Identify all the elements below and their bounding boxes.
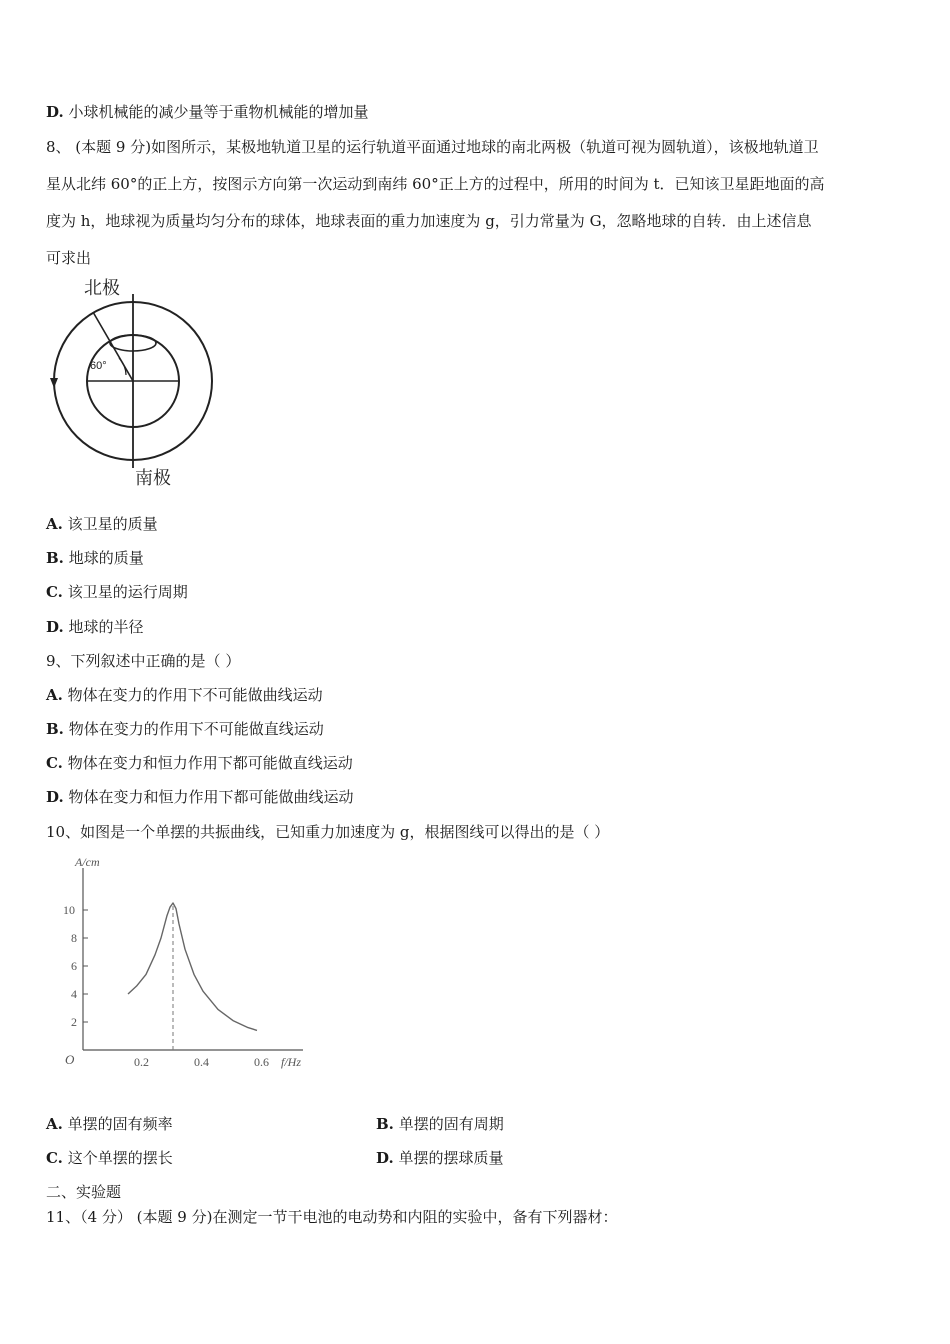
option-text: 该卫星的运行周期 [67, 583, 188, 601]
q8-option-a [46, 514, 158, 534]
option-text: 单摆的固有周期 [398, 1115, 504, 1133]
q9-stem: 9、下列叙述中正确的是（ ） [46, 652, 241, 670]
q8-option-d [46, 617, 144, 637]
resonance-curve-chart [45, 850, 345, 1080]
q10-option-c [46, 1148, 173, 1168]
q10-option-d [376, 1148, 504, 1168]
q7-option-d [46, 102, 369, 122]
option-text: 小球机械能的减少量等于重物机械能的增加量 [68, 103, 369, 121]
option-text: 物体在变力的作用下不可能做直线运动 [68, 720, 324, 738]
section-title: 二、实验题 [46, 1183, 122, 1201]
option-letter: D. [46, 788, 64, 806]
q8-stem-line3: 度为 h，地球视为质量均匀分布的球体，地球表面的重力加速度为 g，引力常量为 G，忽略地球的自转．由上述信息 [46, 212, 812, 230]
option-text: 地球的半径 [68, 618, 144, 636]
y-tick-label: 4 [71, 987, 77, 1001]
option-letter: C. [46, 754, 63, 772]
option-letter: A. [46, 686, 63, 704]
north-pole-label: 北极 [84, 278, 120, 298]
option-letter: D. [376, 1149, 394, 1167]
option-text: 地球的质量 [68, 549, 144, 567]
q11-stem: 11、（4 分） (本题 9 分)在测定一节干电池的电动势和内阻的实验中，备有下列器材： [46, 1208, 618, 1226]
q8-stem-line4: 可求出 [46, 249, 92, 267]
q9-option-b [46, 719, 324, 739]
option-text: 单摆的摆球质量 [398, 1149, 504, 1167]
x-axis-label: f/Hz [281, 1055, 302, 1069]
y-tick-label: 10 [63, 903, 75, 917]
option-letter: D. [46, 618, 64, 636]
y-tick-label: 6 [71, 959, 77, 973]
q10-option-b [376, 1114, 504, 1134]
y-axis-label: A/cm [75, 855, 100, 869]
q10-stem: 10、如图是一个单摆的共振曲线，已知重力加速度为 g，根据图线可以得出的是（ ） [46, 823, 610, 841]
resonance-curve-line [128, 903, 257, 1030]
option-letter: C. [46, 1149, 63, 1167]
q9-option-c [46, 753, 353, 773]
option-text: 单摆的固有频率 [67, 1115, 173, 1133]
y-tick-label: 8 [71, 931, 77, 945]
option-text: 物体在变力和恒力作用下都可能做直线运动 [67, 754, 353, 772]
option-text: 物体在变力的作用下不可能做曲线运动 [67, 686, 323, 704]
origin-label: O [65, 1052, 75, 1067]
option-text: 这个单摆的摆长 [67, 1149, 173, 1167]
q9-option-a [46, 685, 323, 705]
direction-arrow-icon [50, 378, 58, 388]
q9-option-d [46, 787, 354, 807]
option-letter: A. [46, 1115, 63, 1133]
q8-option-c [46, 582, 188, 602]
option-letter: B. [46, 549, 64, 567]
q10-option-a [46, 1114, 173, 1134]
option-letter: D. [46, 103, 64, 121]
y-tick-label: 2 [71, 1015, 77, 1029]
option-letter: B. [46, 720, 64, 738]
x-tick-label: 0.2 [134, 1055, 149, 1069]
option-text: 该卫星的质量 [67, 515, 158, 533]
x-tick-label: 0.6 [254, 1055, 269, 1069]
option-letter: A. [46, 515, 63, 533]
angle-arc [119, 358, 126, 375]
south-pole-label: 南极 [135, 468, 171, 488]
q8-option-b [46, 548, 144, 568]
x-tick-label: 0.4 [194, 1055, 209, 1069]
option-letter: B. [376, 1115, 394, 1133]
option-letter: C. [46, 583, 63, 601]
q8-stem-line2: 星从北纬 60°的正上方，按图示方向第一次运动到南纬 60°正上方的过程中，所用的时间为 t．已知该卫星距地面的高 [46, 175, 825, 193]
angle-label: 60° [90, 360, 107, 372]
q8-stem-line1: 8、 (本题 9 分)如图所示，某极地轨道卫星的运行轨道平面通过地球的南北两极（轨道可视为圆轨道），该极地轨道卫 [46, 138, 819, 156]
option-text: 物体在变力和恒力作用下都可能做曲线运动 [68, 788, 354, 806]
polar-orbit-figure [40, 272, 230, 494]
